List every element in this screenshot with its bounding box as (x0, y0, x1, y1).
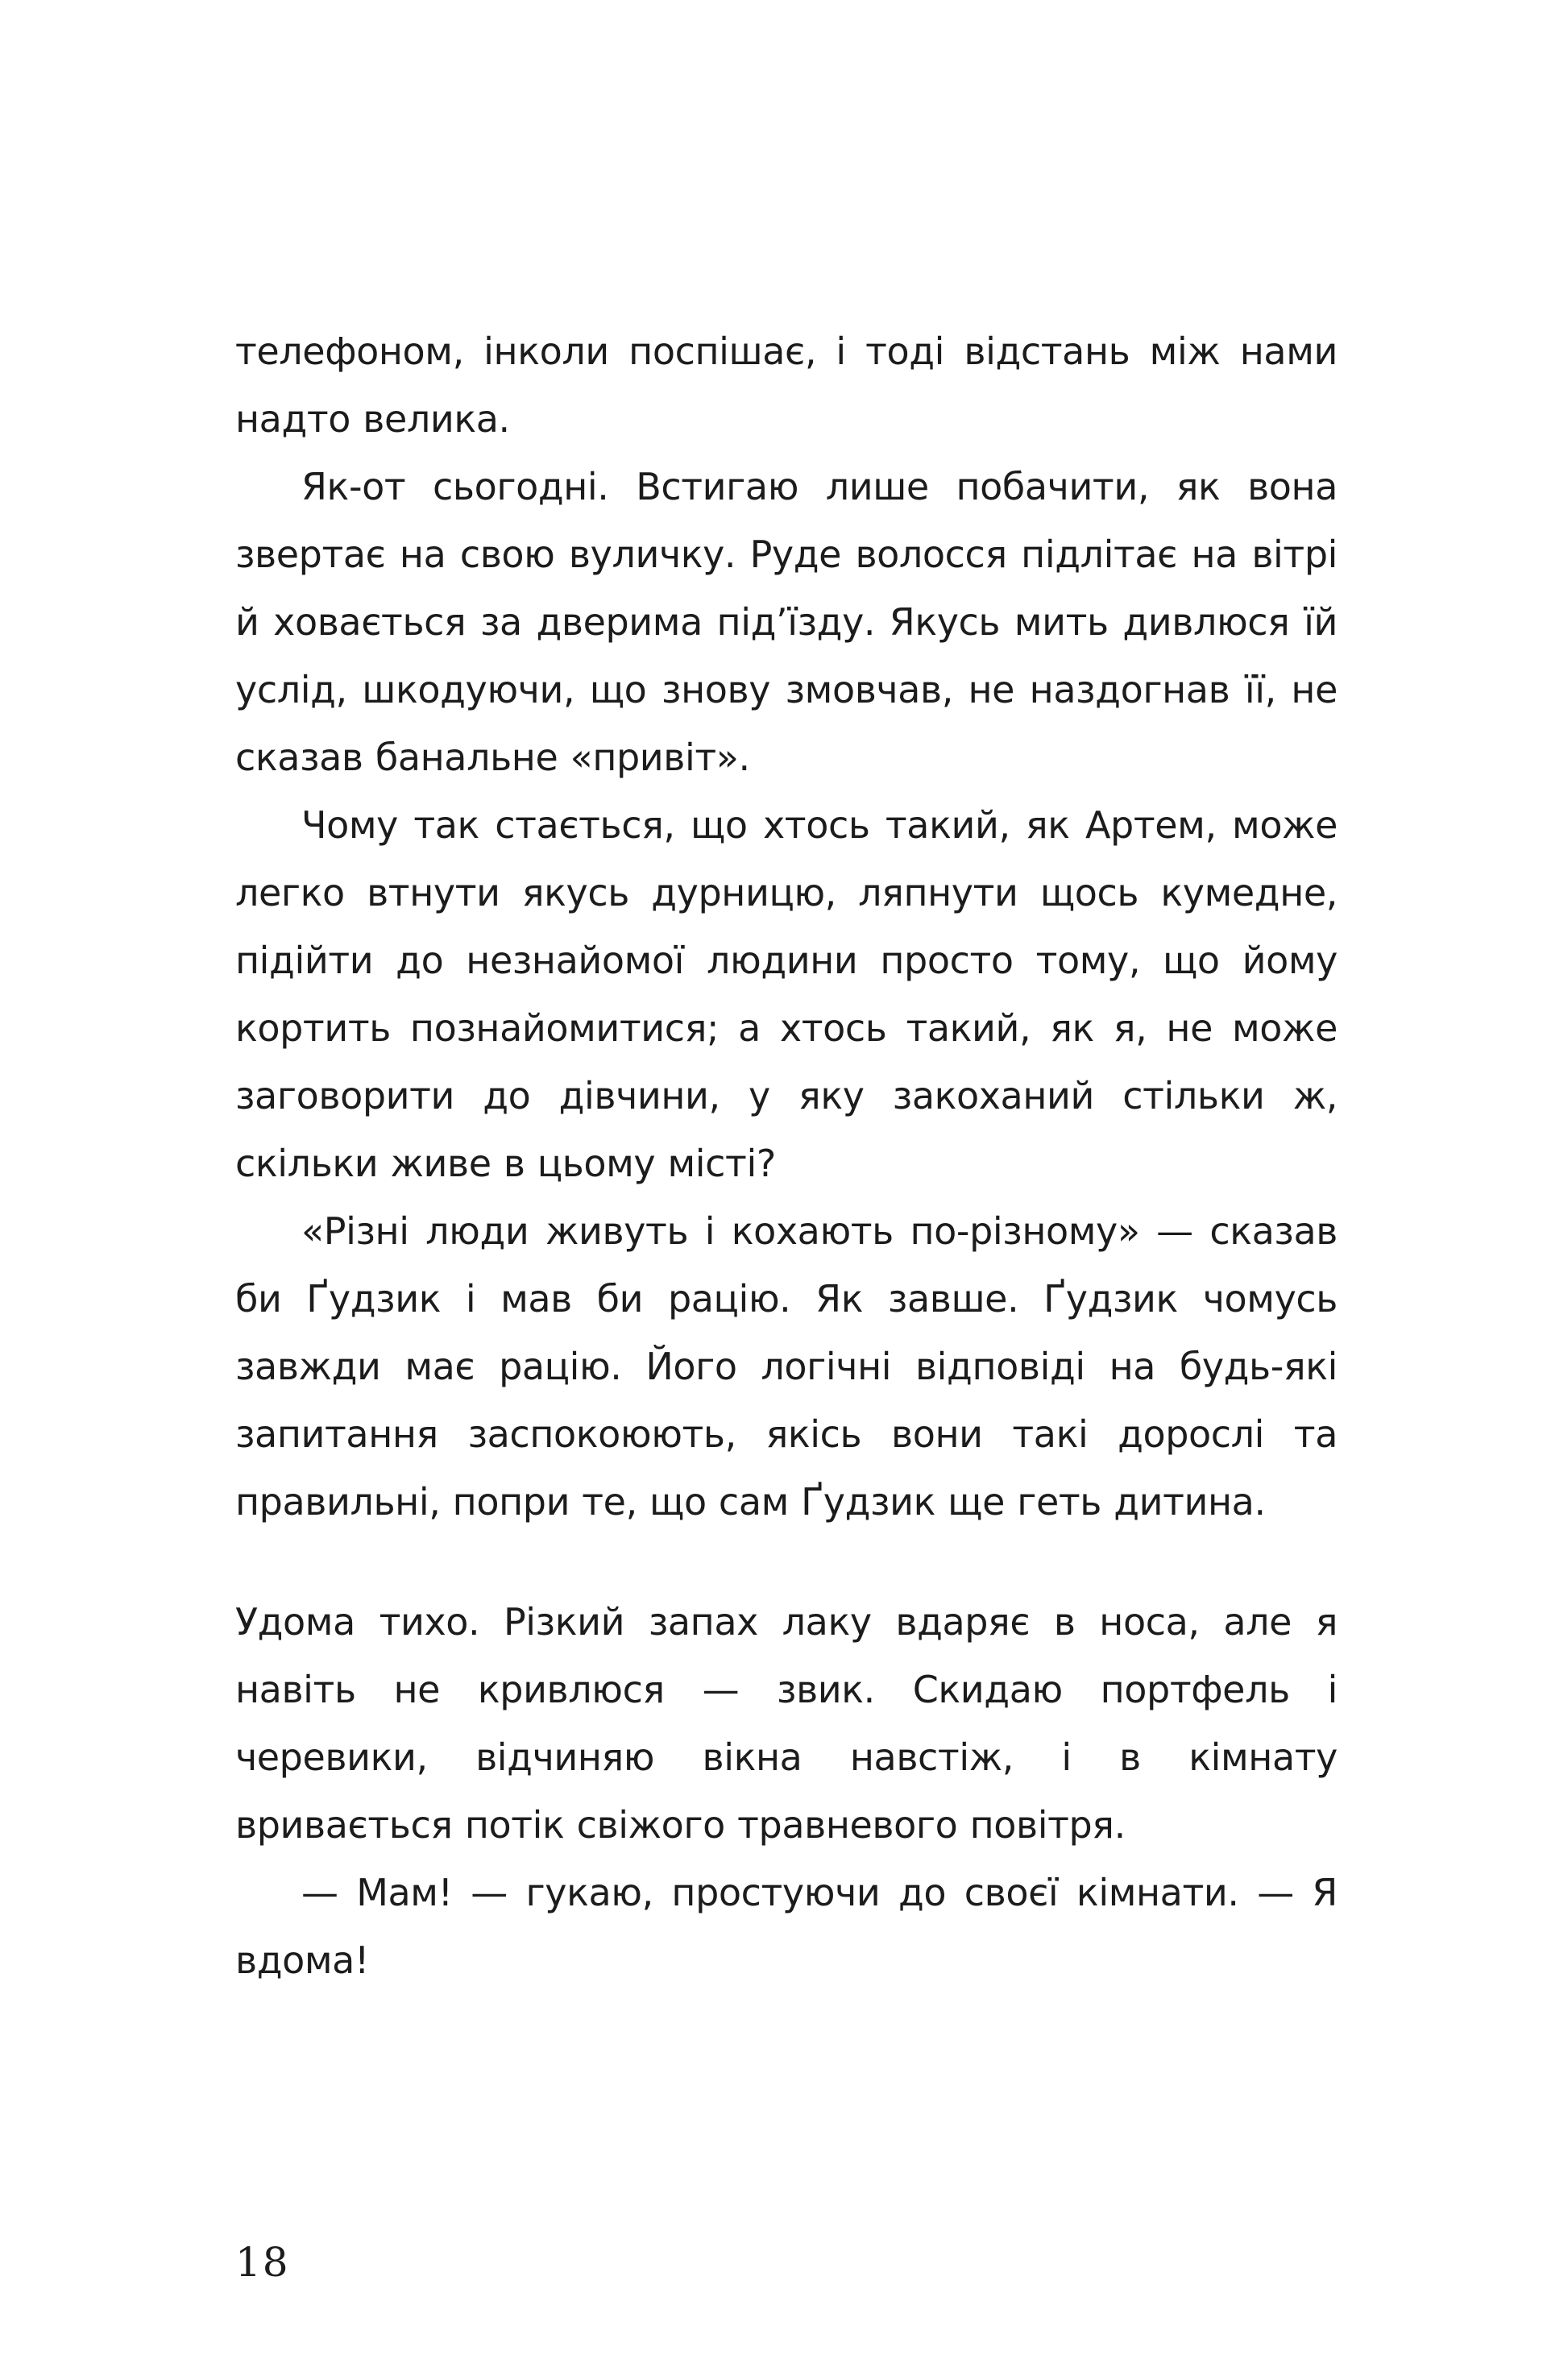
text-section-bottom (235, 1588, 1338, 1994)
paragraph: Як-от сьогодні. Встигаю лише побачити, як вона звертає на свою вуличку. Руде волосся підлітає на вітрі й ховається за дверима під’їзду. Якусь мить дивлюся їй услід, шкодуючи, що знову змовчав, не наздогнав її, не сказав банальне «привіт». (235, 465, 1338, 779)
paragraph: телефоном, інколи поспішає, і тоді відстань між нами надто велика. (235, 330, 1338, 441)
paragraph: Чому так стається, що хтось такий, як Артем, може легко втнути якусь дурницю, ляпнути щось кумедне, підійти до незнайомої людини просто тому, що йому кортить познайомитися; а хтось такий, як я, не може заговорити до дівчини, у яку закоханий стільки ж, скільки живе в цьому місті? (235, 803, 1338, 1185)
text-section-top (235, 317, 1338, 1536)
paragraph: «Різні люди живуть і кохають по-різному» — сказав би Ґудзик і мав би рацію. Як завше. Ґудзик чомусь завжди має рацію. Його логічні відповіді на будь-які запитання заспокоюють, якісь вони такі дорослі та правильні, попри те, що сам Ґудзик ще геть дитина. (235, 1209, 1338, 1524)
page-number: 18 (235, 2239, 290, 2286)
paragraph: Удома тихо. Різкий запах лаку вдаряє в носа, але я навіть не кривлюся — звик. Скидаю портфель і черевики, відчиняю вікна навстіж, і в кімнату вривається потік свіжого травневого повітря. (235, 1600, 1338, 1847)
dialogue-paragraph: — Мам! — гукаю, простуючи до своєї кімнати. — Я вдома! (235, 1871, 1338, 1982)
